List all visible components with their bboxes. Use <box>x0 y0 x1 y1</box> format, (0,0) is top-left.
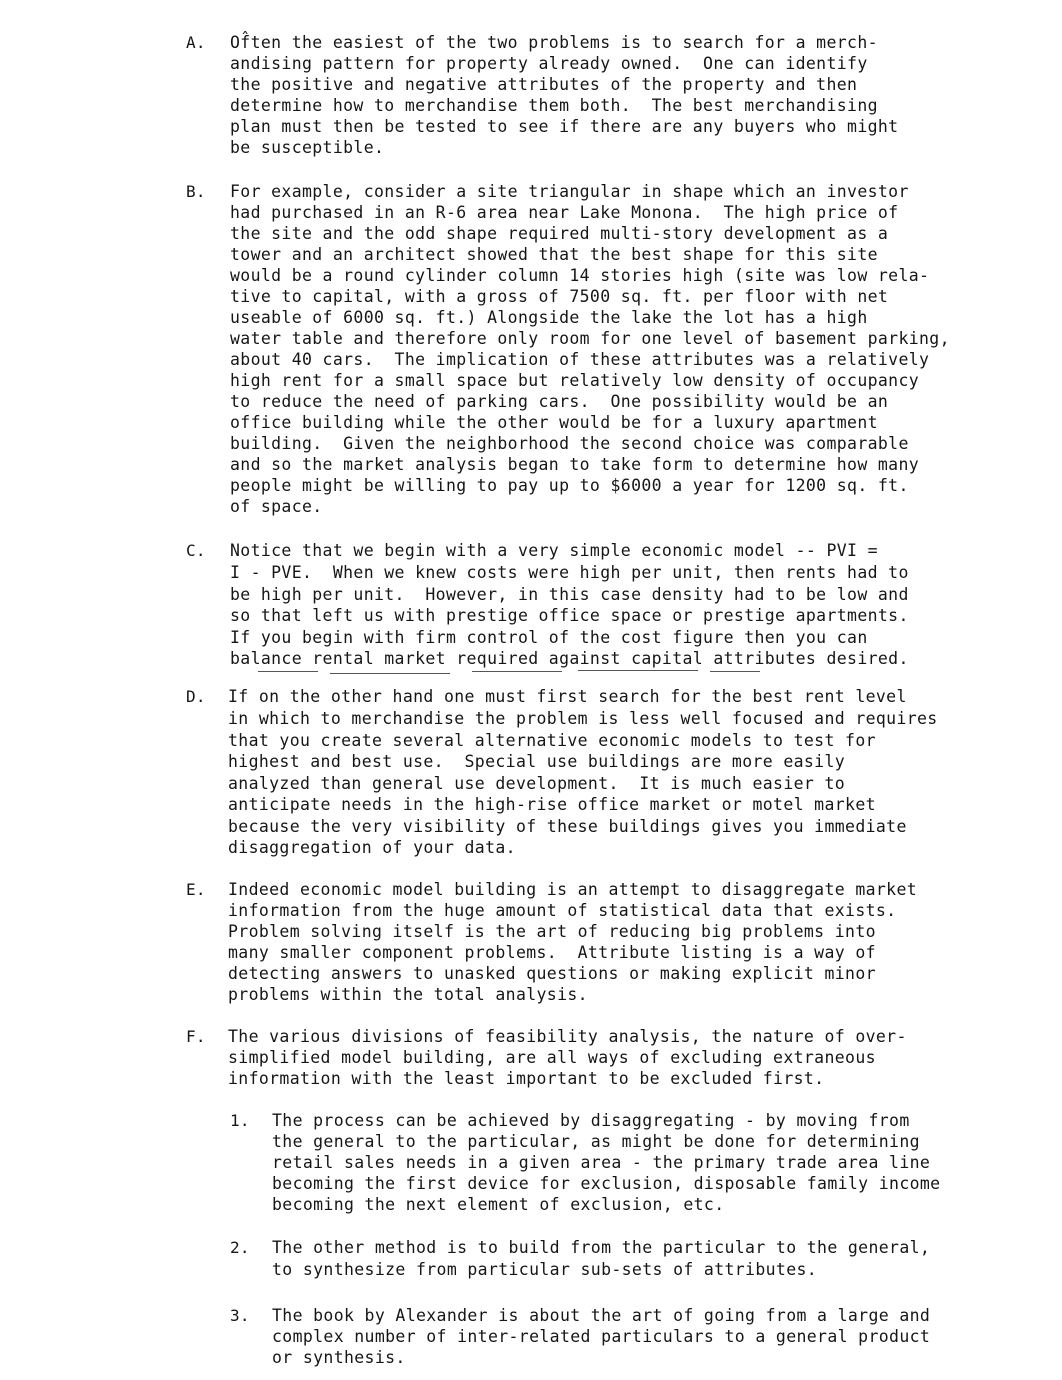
text-line: Of̂ten the easiest of the two problems is to search for a merch- <box>230 33 878 52</box>
text-line: Indeed economic model building is an attempt to disaggregate market <box>228 880 918 899</box>
text-line: anticipate needs in the high-rise office market or motel market <box>228 795 876 814</box>
subitem-number: 3. <box>230 1306 250 1325</box>
text-line: For example, consider a site triangular in shape which an investor <box>230 182 909 201</box>
text-line: information with the least important to be excluded first. <box>228 1069 825 1088</box>
text-line: disaggregation of your data. <box>228 838 516 857</box>
text-line: that you create several alternative economic models to test for <box>228 731 876 750</box>
text-line: so that left us with prestige office space or prestige apartments. <box>230 606 909 625</box>
text-line: plan must then be tested to see if there are any buyers who might <box>230 117 899 136</box>
text-line: to synthesize from particular sub-sets of attributes. <box>272 1260 818 1279</box>
text-line: the site and the odd shape required multi-story development as a <box>230 224 889 243</box>
text-line: complex number of inter-related particulars to a general product <box>272 1327 931 1346</box>
text-line: because the very visibility of these buildings gives you immediate <box>228 817 907 836</box>
text-line: to reduce the need of parking cars. One possibility would be an <box>230 392 889 411</box>
underline-rule <box>578 670 698 671</box>
text-line: andising pattern for property already owned. One can identify <box>230 54 868 73</box>
underline-rule <box>710 671 760 672</box>
text-line: be susceptible. <box>230 138 385 157</box>
underline-rule <box>258 671 318 672</box>
section-letter: A. <box>186 33 206 52</box>
text-line: retail sales needs in a given area - the primary trade area line <box>272 1153 931 1172</box>
text-line: had purchased in an R-6 area near Lake Monona. The high price of <box>230 203 899 222</box>
text-line: building. Given the neighborhood the second choice was comparable <box>230 434 909 453</box>
text-line: be high per unit. However, in this case density had to be low and <box>230 585 909 604</box>
text-line: I - PVE. When we knew costs were high per unit, then rents had to <box>230 563 909 582</box>
text-line: The other method is to build from the particular to the general, <box>272 1238 931 1257</box>
text-line: the positive and negative attributes of the property and then <box>230 75 858 94</box>
text-line: simplified model building, are all ways of excluding extraneous <box>228 1048 876 1067</box>
section-letter: F. <box>186 1027 206 1046</box>
text-line: about 40 cars. The implication of these attributes was a relatively <box>230 350 930 369</box>
text-line: analyzed than general use development. It is much easier to <box>228 774 846 793</box>
text-line: highest and best use. Special use buildings are more easily <box>228 752 846 771</box>
text-line: The book by Alexander is about the art of going from a large and <box>272 1306 931 1325</box>
text-line: would be a round cylinder column 14 stories high (site was low rela- <box>230 266 930 285</box>
text-line: problems within the total analysis. <box>228 985 588 1004</box>
text-line: determine how to merchandise them both. The best merchandising <box>230 96 878 115</box>
text-line: and so the market analysis began to take form to determine how many <box>230 455 920 474</box>
text-line: The various divisions of feasibility analysis, the nature of over- <box>228 1027 907 1046</box>
subitem-number: 2. <box>230 1238 250 1257</box>
text-line: becoming the first device for exclusion, disposable family income <box>272 1174 941 1193</box>
text-line: detecting answers to unasked questions or making explicit minor <box>228 964 876 983</box>
underline-rule <box>330 673 450 674</box>
text-line: water table and therefore only room for one level of basement parking, <box>230 329 950 348</box>
text-line: Problem solving itself is the art of reducing big problems into <box>228 922 876 941</box>
section-letter: E. <box>186 880 206 899</box>
section-letter: B. <box>186 182 206 201</box>
text-line: Notice that we begin with a very simple economic model -- PVI = <box>230 541 878 560</box>
text-line: of space. <box>230 497 323 516</box>
text-line: in which to merchandise the problem is less well focused and requires <box>228 709 938 728</box>
text-line: the general to the particular, as might be done for determining <box>272 1132 920 1151</box>
text-line: If you begin with firm control of the cost figure then you can <box>230 628 868 647</box>
subitem-number: 1. <box>230 1111 250 1130</box>
text-line: office building while the other would be for a luxury apartment <box>230 413 878 432</box>
section-letter: C. <box>186 541 206 560</box>
text-line: becoming the next element of exclusion, etc. <box>272 1195 725 1214</box>
text-line: many smaller component problems. Attribute listing is a way of <box>228 943 876 962</box>
text-line: balance rental market required against capital attributes desired. <box>230 649 909 668</box>
text-line: high rent for a small space but relatively low density of occupancy <box>230 371 920 390</box>
text-line: or synthesis. <box>272 1348 406 1367</box>
underline-rule <box>472 671 562 672</box>
text-line: tive to capital, with a gross of 7500 sq. ft. per floor with net <box>230 287 889 306</box>
text-line: If on the other hand one must first search for the best rent level <box>228 687 907 706</box>
text-line: information from the huge amount of statistical data that exists. <box>228 901 897 920</box>
text-line: useable of 6000 sq. ft.) Alongside the lake the lot has a high <box>230 308 868 327</box>
text-line: tower and an architect showed that the best shape for this site <box>230 245 878 264</box>
text-line: The process can be achieved by disaggregating - by moving from <box>272 1111 910 1130</box>
text-line: people might be willing to pay up to $6000 a year for 1200 sq. ft. <box>230 476 909 495</box>
section-letter: D. <box>186 687 206 706</box>
